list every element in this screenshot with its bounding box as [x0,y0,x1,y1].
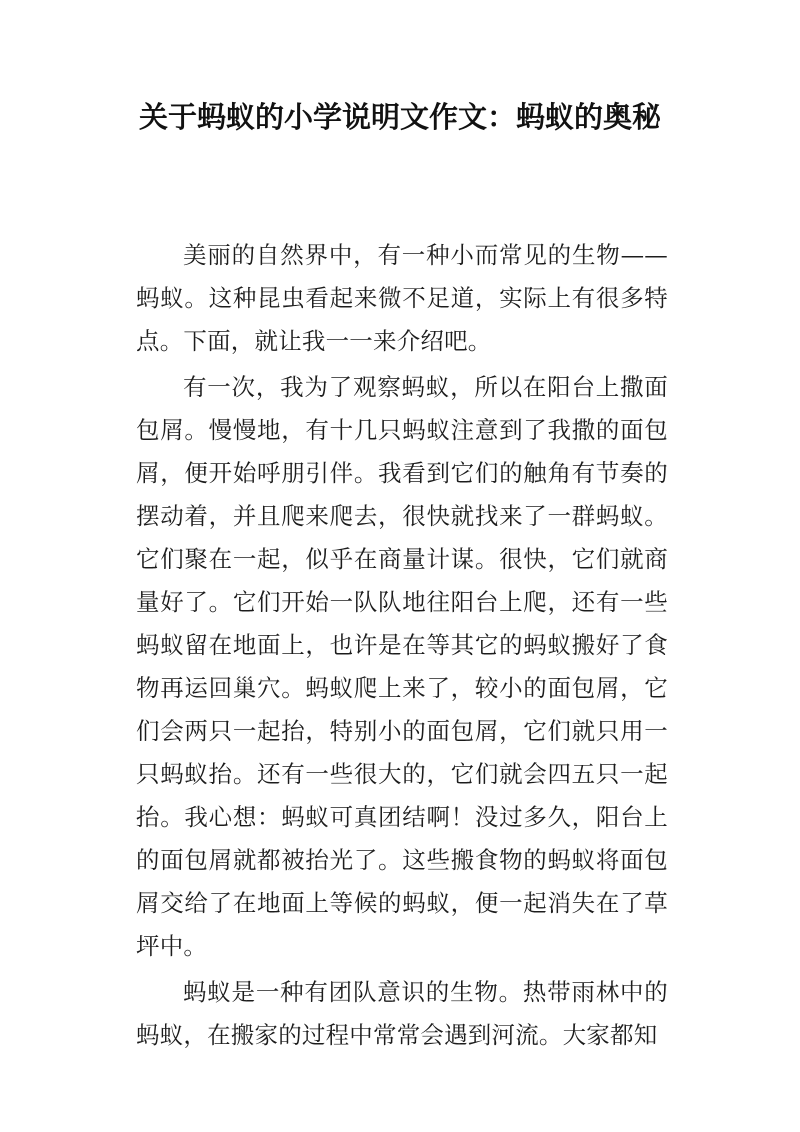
document-title: 关于蚂蚁的小学说明文作文：蚂蚁的奥秘 [138,100,661,134]
paragraph-intro: 美丽的自然界中，有一种小而常见的生物——蚂蚁。这种昆虫看起来微不足道，实际上有很多特点。下面，就让我一一来介绍吧。 [136,241,668,355]
paragraph-observation: 有一次，我为了观察蚂蚁，所以在阳台上撒面包屑。慢慢地，有十几只蚂蚁注意到了我撒的面包屑，便开始呼朋引伴。我看到它们的触角有节奏的摆动着，并且爬来爬去，很快就找来了一群蚂蚁。它们聚在一起，似乎在商量计谋。很快，它们就商量好了。它们开始一队队地往阳台上爬，还有一些蚂蚁留在地面上，也许是在等其它的蚂蚁搬好了食物再运回巢穴。蚂蚁爬上来了，较小的面包屑，它们会两只一起抬，特别小的面包屑，它们就只用一只蚂蚁抬。还有一些很大的，它们就会四五只一起抬。我心想：蚂蚁可真团结啊！没过多久，阳台上的面包屑就都被抬光了。这些搬食物的蚂蚁将面包屑交给了在地面上等候的蚂蚁，便一起消失在了草坪中。 [136,373,668,960]
document-body [136,234,668,1057]
paragraph-teamwork: 蚂蚁是一种有团队意识的生物。热带雨林中的蚂蚁，在搬家的过程中常常会遇到河流。大家都知 [136,978,668,1049]
